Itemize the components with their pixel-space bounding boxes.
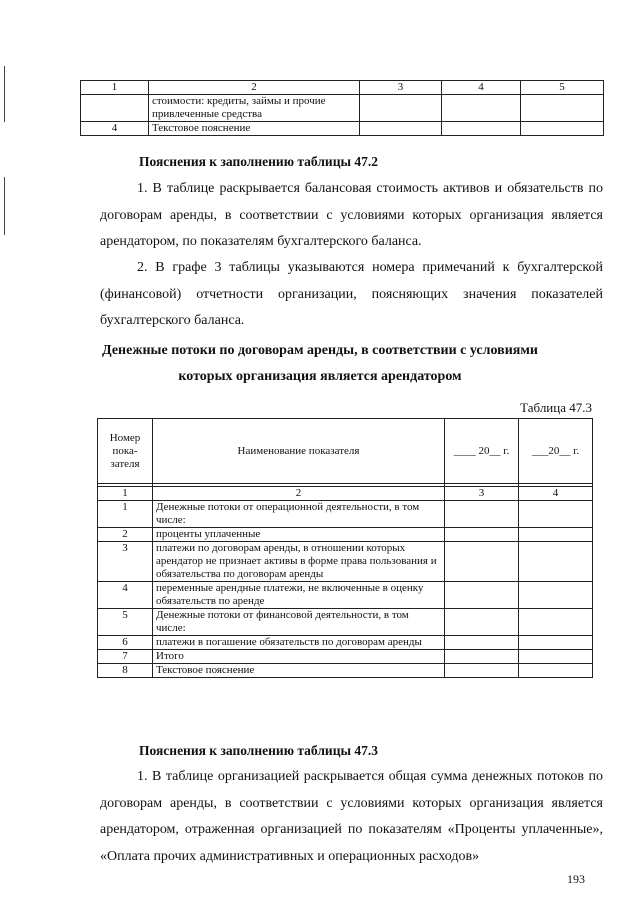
row-number-cell: 1 <box>98 501 153 528</box>
row-number-cell: 2 <box>98 528 153 542</box>
row-number-cell: 3 <box>98 542 153 582</box>
col-number-cell: 2 <box>153 487 445 501</box>
value-cell <box>445 609 519 636</box>
value-cell <box>442 122 521 136</box>
table-header-row <box>81 81 604 95</box>
table-47-3 <box>97 418 593 678</box>
value-cell <box>445 528 519 542</box>
col-number-cell: 3 <box>360 81 442 95</box>
value-cell <box>519 542 593 582</box>
value-cell <box>519 664 593 678</box>
row-number-cell: 7 <box>98 650 153 664</box>
table-row <box>98 501 593 528</box>
value-cell <box>519 528 593 542</box>
table-row <box>81 122 604 136</box>
value-cell <box>360 95 442 122</box>
value-cell <box>519 582 593 609</box>
table-row <box>98 650 593 664</box>
row-name-cell: Денежные потоки от финансовой деятельности, в том числе: <box>153 609 445 636</box>
row-number-cell: 6 <box>98 636 153 650</box>
table-row <box>81 95 604 122</box>
row-number-cell: 4 <box>98 582 153 609</box>
value-cell <box>445 501 519 528</box>
table-row <box>98 582 593 609</box>
value-cell <box>521 122 604 136</box>
table-row <box>98 528 593 542</box>
row-name-cell: проценты уплаченные <box>153 528 445 542</box>
value-cell <box>445 582 519 609</box>
value-cell <box>442 95 521 122</box>
paragraph <box>100 764 603 870</box>
paragraph-text: 1. В таблице раскрывается балансовая стоимость активов и обязательств по договорам аренды, в соответствии с условиями которых организация является арендатором, по показателям бухгалтерского баланса. <box>100 181 603 249</box>
table-row <box>98 609 593 636</box>
row-name-cell: переменные арендные платежи, не включенные в оценку обязательств по аренде <box>153 582 445 609</box>
row-name-cell: Текстовое пояснение <box>153 664 445 678</box>
row-name-cell: платежи в погашение обязательств по договорам аренды <box>153 636 445 650</box>
section-heading: Пояснения к заполнению таблицы 47.2 <box>139 154 379 169</box>
col-number-cell: 4 <box>519 487 593 501</box>
col-number-cell: 1 <box>81 81 149 95</box>
col-number-cell: 4 <box>442 81 521 95</box>
row-number-cell: 5 <box>98 609 153 636</box>
table-47-2-tail <box>80 80 604 136</box>
value-cell <box>445 636 519 650</box>
table-number: Таблица 47.3 <box>520 400 592 415</box>
header-year-cell: ____ 20__ г. <box>445 419 519 484</box>
margin-mark <box>4 177 5 235</box>
table-row <box>98 664 593 678</box>
row-number-cell: 8 <box>98 664 153 678</box>
column-number-row <box>98 487 593 501</box>
table-row <box>98 636 593 650</box>
paragraph-text: 1. В таблице организацией раскрывается общая сумма денежных потоков по договорам аренды, в соответствии с условиями которых организация является арендатором, отраженная организацией по показателям «Проценты уплаченные», «Оплата прочих административных и операционных расходов» <box>100 769 603 864</box>
value-cell <box>521 95 604 122</box>
table-row <box>98 542 593 582</box>
paragraph <box>100 176 603 256</box>
value-cell <box>445 650 519 664</box>
page-number: 193 <box>567 872 585 886</box>
table-title: Денежные потоки по договорам аренды, в соответствии с условиями <box>102 343 538 358</box>
row-name-cell: Денежные потоки от операционной деятельности, в том числе: <box>153 501 445 528</box>
row-number-cell <box>81 95 149 122</box>
margin-mark <box>4 66 5 122</box>
value-cell <box>519 609 593 636</box>
table-title: которых организация является арендатором <box>178 369 462 384</box>
header-name-cell: Наименование показателя <box>153 419 445 484</box>
value-cell <box>519 501 593 528</box>
table-header-row <box>98 419 593 484</box>
paragraph <box>100 255 603 335</box>
header-year-cell: ___20__ г. <box>519 419 593 484</box>
row-number-cell: 4 <box>81 122 149 136</box>
row-name-cell: Текстовое пояснение <box>149 122 360 136</box>
value-cell <box>445 664 519 678</box>
row-name-cell: платежи по договорам аренды, в отношении которых арендатор не признает активы в форме права пользования и обязательства по договорам аренды <box>153 542 445 582</box>
row-name-cell: стоимости: кредиты, займы и прочие привлеченные средства <box>149 95 360 122</box>
value-cell <box>519 650 593 664</box>
row-name-cell: Итого <box>153 650 445 664</box>
header-number-cell: Номер пока-зателя <box>98 419 153 484</box>
section-heading: Пояснения к заполнению таблицы 47.3 <box>139 743 379 758</box>
col-number-cell: 2 <box>149 81 360 95</box>
value-cell <box>360 122 442 136</box>
value-cell <box>445 542 519 582</box>
col-number-cell: 3 <box>445 487 519 501</box>
col-number-cell: 5 <box>521 81 604 95</box>
value-cell <box>519 636 593 650</box>
col-number-cell: 1 <box>98 487 153 501</box>
paragraph-text: 2. В графе 3 таблицы указываются номера примечаний к бухгалтерской (финансовой) отчетности организации, поясняющих значения показателей бухгалтерского баланса. <box>100 260 603 328</box>
